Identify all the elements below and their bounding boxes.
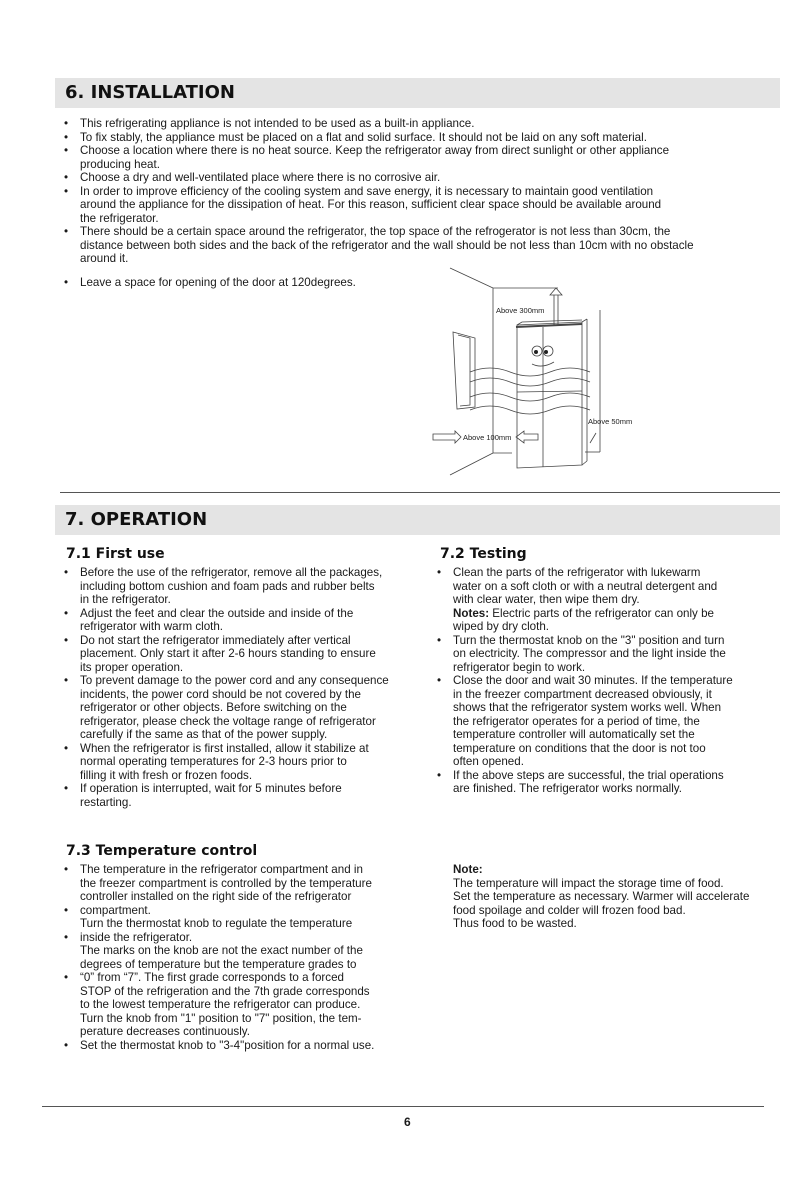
list-item-line	[80, 998, 374, 1012]
line-text: distance between both sides and the back of the refrigerator and the wall should be not less than 10cm with no obstacle	[80, 238, 694, 252]
bullet-icon: •	[64, 863, 69, 876]
line-text: There should be a certain space around the refrigerator, the top space of the refrogerator is not less than 30cm, the	[80, 225, 671, 238]
line-text: its proper operation.	[80, 660, 184, 674]
list-item-line	[80, 701, 389, 715]
bullet-icon: •	[437, 768, 442, 782]
list-item-line	[80, 252, 694, 266]
bullet-icon: •	[64, 225, 69, 238]
list-item-line	[453, 688, 733, 702]
line-text: water on a soft cloth or with a neutral detergent and	[453, 579, 718, 593]
line-text: When the refrigerator is first installed, allow it stabilize at	[80, 741, 369, 755]
temperature-control-list	[64, 863, 375, 1052]
line-text: around the appliance for the dissipation of heat. For this reason, sufficient clear space should be available around	[80, 198, 662, 211]
list-item-line	[80, 944, 374, 958]
bullet-icon: •	[64, 144, 69, 157]
line-text: refrigerator with warm cloth.	[80, 620, 224, 633]
line-text: Thus food to be wasted.	[453, 917, 577, 930]
list-item-line	[453, 715, 733, 729]
footer-rule	[42, 1106, 764, 1107]
bullet-icon: •	[64, 184, 69, 198]
section-7-title: 7. OPERATION	[65, 509, 208, 530]
list-item-line	[80, 890, 374, 904]
line-text: normal operating temperatures for 2-3 hours prior to	[80, 755, 347, 768]
bullet-icon: •	[64, 674, 69, 687]
list-item-line	[80, 715, 389, 729]
line-text: including bottom cushion and foam pads and rubber belts	[80, 579, 375, 593]
bullet-icon: •	[64, 275, 69, 289]
list-item-line	[453, 607, 733, 621]
line-text: Choose a location where there is no heat source. Keep the refrigerator away from direct sunlight or other appliance	[80, 144, 670, 157]
list-item-line	[453, 755, 733, 769]
list-item-line	[64, 171, 694, 185]
list-item-line	[80, 593, 389, 607]
list-item-line	[453, 647, 733, 661]
list-item-line	[64, 903, 374, 918]
line-text: food spoilage and colder will frozen food bad.	[453, 903, 686, 917]
list-item-line	[80, 661, 389, 675]
list-item-line	[64, 633, 389, 648]
line-text: shows that the refrigerator system works well. When	[453, 701, 722, 714]
line-text: refrigerator, please check the voltage range of refrigerator	[80, 714, 376, 728]
list-item-line	[80, 620, 389, 634]
list-item-line	[64, 566, 389, 580]
line-text: the refrigerator.	[80, 211, 159, 225]
line-text: Turn the knob from "1" position to "7" position, the tem-	[80, 1011, 362, 1025]
temperature-control-heading: 7.3 Temperature control	[66, 843, 258, 859]
line-text: Set the temperature as necessary. Warmer will accelerate	[453, 890, 750, 903]
list-item-line	[64, 117, 694, 131]
first-use-list	[64, 566, 389, 809]
line-text: controller installed on the right side of the refrigerator	[80, 890, 352, 903]
line-text: refrigerator begin to work.	[453, 660, 586, 674]
bullet-icon: •	[64, 930, 69, 944]
list-item-line	[453, 701, 733, 715]
list-item-line	[453, 782, 733, 796]
line-text: placement. Only start it after 2-6 hours standing to ensure	[80, 647, 376, 660]
note-line	[453, 917, 749, 931]
note-line	[453, 890, 749, 904]
list-item-line	[80, 1012, 374, 1026]
line-text: Adjust the feet and clear the outside and inside of the	[80, 606, 354, 620]
line-text: producing heat.	[80, 157, 160, 171]
line-text: Do not start the refrigerator immediately after vertical	[80, 633, 351, 647]
list-item-line	[437, 674, 733, 688]
list-item-line	[64, 144, 694, 158]
line-text: incidents, the power cord should be not covered by the	[80, 687, 362, 701]
list-item-line	[64, 971, 374, 985]
list-item-line	[80, 198, 694, 212]
line-text: degrees of temperature but the temperature grades to	[80, 957, 357, 971]
testing-list	[437, 566, 733, 796]
list-item-line	[80, 917, 374, 931]
bullet-icon: •	[437, 566, 442, 579]
list-item-line	[80, 158, 694, 172]
list-item-line	[80, 212, 694, 226]
line-text: “0” from “7”. The first grade corresponds to a forced	[80, 971, 344, 984]
list-item-line	[64, 1038, 375, 1053]
line-text: often opened.	[453, 755, 524, 768]
list-item-line	[80, 647, 389, 661]
section-7-header	[55, 505, 780, 535]
first-use-heading: 7.1 First use	[66, 546, 165, 562]
bullet-icon: •	[64, 782, 69, 795]
line-text: on electricity. The compressor and the light inside the	[453, 647, 726, 660]
section-divider	[60, 492, 780, 493]
line-text: Choose a dry and well-ventilated place where there is no corrosive air.	[80, 171, 441, 184]
line-text: Leave a space for opening of the door at 120degrees.	[80, 275, 356, 289]
line-text: inside the refrigerator.	[80, 930, 193, 944]
list-item-line	[80, 688, 389, 702]
line-text: the refrigerator operates for a period of time, the	[453, 714, 700, 728]
list-item-line	[64, 674, 389, 688]
list-item-line	[64, 184, 694, 199]
list-item-line	[80, 239, 694, 253]
list-item-line	[64, 741, 389, 756]
line-text: The temperature in the refrigerator compartment and in	[80, 863, 363, 876]
list-item-line	[64, 225, 694, 239]
list-item-line	[80, 728, 389, 742]
list-item-line	[453, 593, 733, 607]
list-item-line	[453, 580, 733, 594]
list-item-line	[80, 877, 374, 891]
line-text: Close the door and wait 30 minutes. If the temperature	[453, 674, 733, 687]
line-text: with clear water, then wipe them dry.	[453, 593, 640, 606]
page-number: 6	[404, 1115, 411, 1129]
line-text: carefully if the same as that of the power supply.	[80, 728, 328, 741]
top-clearance-label: Above 300mm	[496, 306, 545, 315]
line-text: in the refrigerator.	[80, 593, 171, 606]
line-text: filling it with fresh or frozen foods.	[80, 768, 253, 782]
line-text: are finished. The refrigerator works normally.	[453, 782, 682, 795]
line-text: The temperature will impact the storage time of food.	[453, 876, 724, 890]
line-text: To fix stably, the appliance must be placed on a flat and solid surface. It should not be laid on any soft material.	[80, 130, 647, 144]
line-text: If the above steps are successful, the trial operations	[453, 768, 724, 782]
list-item-line	[80, 1025, 374, 1039]
installation-list	[64, 117, 694, 289]
side-clearance-label: Above 100mm	[463, 433, 512, 442]
line-text: compartment.	[80, 903, 151, 917]
line-text: To prevent damage to the power cord and any consequence	[80, 674, 389, 687]
bullet-icon: •	[64, 606, 69, 620]
line-text: restarting.	[80, 795, 132, 809]
list-item-line	[80, 796, 389, 810]
note-title: Note:	[453, 863, 483, 876]
line-text: Turn the thermostat knob to regulate the temperature	[80, 917, 353, 930]
line-text: around it.	[80, 252, 129, 265]
bullet-icon: •	[64, 117, 69, 130]
line-text: STOP of the refrigeration and the 7th grade corresponds	[80, 984, 370, 998]
line-text: This refrigerating appliance is not intended to be used as a built-in appliance.	[80, 117, 475, 130]
ventilation-diagram	[420, 265, 660, 485]
line-text: perature decreases continuously.	[80, 1025, 250, 1038]
line-text: If operation is interrupted, wait for 5 minutes before	[80, 782, 342, 795]
list-item-line	[80, 769, 389, 783]
bullet-icon: •	[64, 171, 69, 184]
line-text: temperature on conditions that the door is not too	[453, 741, 706, 755]
bullet-icon: •	[64, 130, 69, 144]
section-6-title: 6. INSTALLATION	[65, 82, 235, 103]
section-6-header	[55, 78, 780, 108]
line-text: in the freezer compartment decreased obviously, it	[453, 687, 712, 701]
bullet-icon: •	[437, 633, 442, 647]
line-text: In order to improve efficiency of the cooling system and save energy, it is necessary to maintain good ventilation	[80, 184, 654, 198]
line-text: Before the use of the refrigerator, remove all the packages,	[80, 566, 383, 579]
list-item-line	[64, 930, 374, 945]
bullet-icon: •	[437, 674, 442, 687]
note-line	[453, 877, 749, 891]
line-text: temperature controller will automatically set the	[453, 728, 695, 741]
list-item-line	[64, 606, 389, 621]
bullet-icon: •	[64, 741, 69, 755]
line-text: Set the thermostat knob to "3-4"position for a normal use.	[80, 1038, 375, 1052]
note-line	[453, 904, 749, 918]
list-item-line	[437, 633, 733, 648]
line-text: the freezer compartment is controlled by the temperature	[80, 876, 372, 890]
line-text: wiped by dry cloth.	[453, 620, 550, 633]
list-item-line	[453, 661, 733, 675]
list-item-line	[64, 130, 694, 145]
list-item-line	[80, 958, 374, 972]
line-text: to the lowest temperature the refrigerator can produce.	[80, 998, 361, 1011]
list-item-line	[64, 863, 374, 877]
line-text: Notes: Electric parts of the refrigerator can only be	[453, 606, 714, 620]
bullet-icon: •	[64, 903, 69, 917]
list-item-line	[453, 742, 733, 756]
line-text: The marks on the knob are not the exact number of the	[80, 944, 363, 957]
list-item-line	[437, 566, 733, 580]
back-clearance-label: Above 50mm	[588, 417, 633, 426]
list-item-line	[437, 768, 733, 783]
testing-heading: 7.2 Testing	[440, 546, 527, 562]
line-text: Clean the parts of the refrigerator with lukewarm	[453, 566, 701, 579]
bullet-icon: •	[64, 1038, 69, 1052]
line-text: refrigerator or other objects. Before switching on the	[80, 701, 347, 714]
list-item-line	[80, 985, 374, 999]
bullet-icon: •	[64, 971, 69, 984]
line-text: Turn the thermostat knob on the "3" position and turn	[453, 633, 725, 647]
list-item-line	[453, 620, 733, 634]
bullet-icon: •	[64, 633, 69, 647]
list-item-line	[80, 580, 389, 594]
list-item-line	[453, 728, 733, 742]
list-item-line	[64, 782, 389, 796]
list-item-line	[80, 755, 389, 769]
bullet-icon: •	[64, 566, 69, 579]
note-block	[453, 863, 749, 931]
